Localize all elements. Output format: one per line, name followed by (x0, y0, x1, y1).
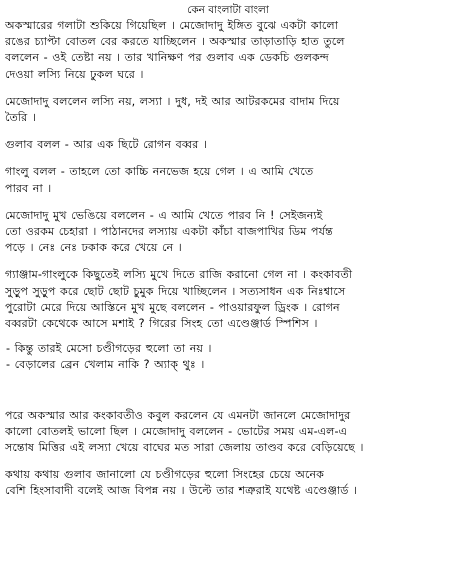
paragraph-1 (5, 18, 451, 83)
text-line: মেজোদাদু বললেন লস্যি নয়, লস্যা । দুধ, দই আর আটরকমের বাদাম দিয়ে (5, 94, 340, 108)
text-line: অকস্মারের গলাটা শুকিয়ে গিয়েছিল । মেজোদাদু ইঙ্গিত বুঝে একটা কালো (5, 19, 338, 32)
text-line: পুরোটা মেরে দিয়ে আস্তিনে মুখ মুছে বললেন - পাওয়ারফুল ড্রিংক । রোগন (5, 300, 340, 314)
text-line: গ্যাঞ্জাম-গাংলুকে কিছুতেই লস্যি মুখে দিতে রাজি করানো গেল না । কংকাবতী (5, 268, 353, 282)
text-line: মেজোদাদু মুখ ভেঙিয়ে বললেন - এ আমি খেতে পারব নি ! সেইজন্যই (5, 208, 323, 222)
text-line: গুলাব বলল - আর এক ছিটে রোগন বব্বর । (5, 138, 207, 152)
text-line: সন্তোষ মিত্তির এই লস্যা খেয়ে বাঘের মত সারা জেলায় তাণ্ডব করে বেড়িয়েছে । (5, 441, 364, 455)
page-title: কেন বাংলাটা বাংলা (187, 4, 269, 16)
text-line: বেশি হিংসাবাদী বলেই আজ বিপন্ন নয় । উল্টে তার শত্রুরাই যথেষ্ট এণ্ডেঞ্জার্ড । (5, 484, 358, 498)
text-line: কালো বোতলই ভালো ছিল । মেজোদাদু বললেন - ভোটের সময় এম-এল-এ (5, 424, 348, 438)
dialog-lines (5, 341, 451, 373)
paragraph-5 (5, 208, 451, 257)
text-line: পড়ে । নেঃ নেঃ ঢকাক করে খেয়ে নে । (5, 241, 182, 255)
text-line: দেওয়া লস্যি নিয়ে ঢুকল ঘরে । (5, 67, 144, 81)
text-line: তো ওরকম চেহারা । পাঠানদের লস্যায় একটা কাঁচা বাজপাখির ডিম পর্যন্ত (5, 225, 333, 239)
paragraph-7 (5, 408, 451, 457)
text-line: গাংলু বলল - তাহলে তো কাচ্চি ননভেজ হয়ে গেল । এ আমি খেতে (5, 165, 314, 179)
paragraph-6 (5, 267, 451, 332)
text-line: বব্বরটা কেথেকে আসে মশাই ? গিরের সিংহ তো এণ্ডেঞ্জার্ড স্পিশিস । (5, 317, 318, 331)
text-line: বললেন - ওই তেষ্টা নয় । তার খানিক্ষণ পর গুলাব এক ডেকচি গুলকন্দ (5, 51, 329, 65)
text-line: রঙের চ্যাপ্টা বোতল বের করতে যাচ্ছিলেন । অকস্মার তাড়াতাড়ি হাত তুলে (5, 35, 345, 49)
text-line: কথায় কথায় গুলাব জানালো যে চণ্ডীগড়ের হুলো সিংহের চেয়ে অনেক (5, 468, 324, 482)
text-line: পারব না । (5, 181, 52, 195)
paragraph-8 (5, 467, 451, 499)
text-line: তৈরি । (5, 111, 36, 125)
text-line: পরে অকস্মার আর কংকাবতীও কবুল করলেন যে এমনটা জানলে মেজোদাদুর (5, 408, 351, 422)
paragraph-3 (5, 137, 451, 153)
text-line: সুড়ুপ সুড়ুপ করে ছোট ছোট চুমুক দিয়ে খাচ্ছিলেন । সত্যসাধন এক নিঃশ্বাসে (5, 284, 346, 298)
dialog-line: - বেড়ালের ব্রেন খেলাম নাকি ? অ্যাক্ থুঃ । (6, 358, 205, 372)
paragraph-2 (5, 94, 451, 126)
paragraph-4 (5, 164, 451, 196)
dialog-line: - কিন্তু তারই মেসো চণ্ডীগড়ের হুলো তা নয় । (6, 342, 212, 356)
